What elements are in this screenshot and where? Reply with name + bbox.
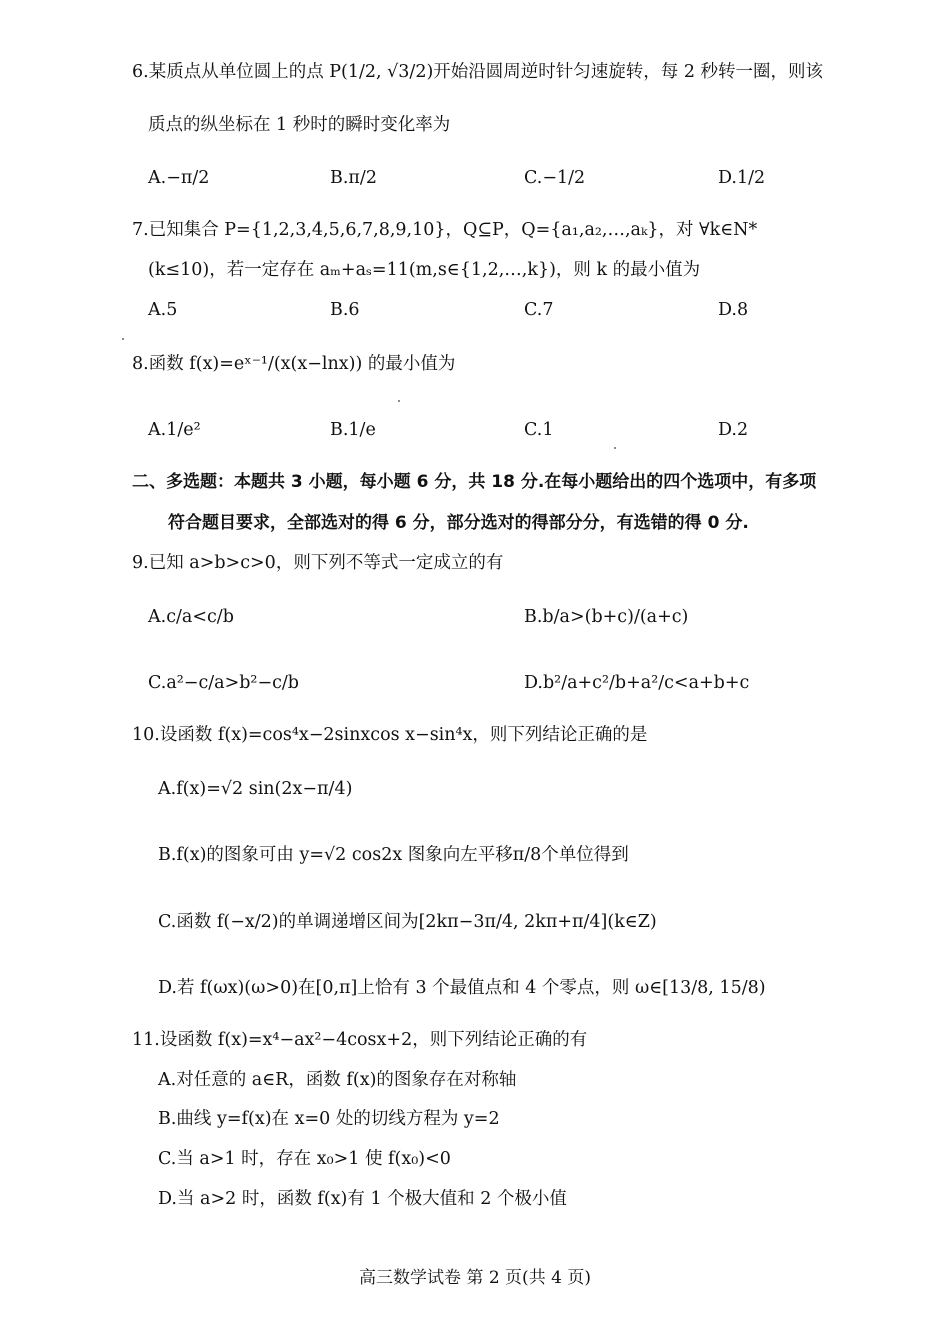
q11-option-a: A.对任意的 a∈R，函数 f(x)的图象存在对称轴 <box>158 1070 517 1090</box>
scan-speck <box>398 400 400 402</box>
q9-option-a: A.c/a<c/b <box>148 607 234 627</box>
q8-option-b: B.1/e <box>330 420 376 440</box>
scan-speck <box>122 338 124 340</box>
q10-option-a: A.f(x)=√2 sin(2x−π/4) <box>158 779 353 799</box>
q6-option-b: B.π/2 <box>330 168 377 188</box>
q10-option-c: C.函数 f(−x/2)的单调递增区间为[2kπ−3π/4, 2kπ+π/4](k∈Z) <box>158 912 657 932</box>
q9-option-c: C.a²−c/a>b²−c/b <box>148 673 300 693</box>
q6-stem-line1: 6.某质点从单位圆上的点 P(1/2, √3/2)开始沿圆周逆时针匀速旋转，每 2 秒转一圈，则该 <box>132 62 824 82</box>
q9-option-b: B.b/a>(b+c)/(a+c) <box>524 607 689 627</box>
q10-option-d: D.若 f(ωx)(ω>0)在[0,π]上恰有 3 个最值点和 4 个零点，则 ω∈[13/8, 15/8) <box>158 978 766 998</box>
q8-option-a: A.1/e² <box>148 420 201 440</box>
q6-option-c: C.−1/2 <box>524 168 586 188</box>
q10-option-b: B.f(x)的图象可由 y=√2 cos2x 图象向左平移π/8个单位得到 <box>158 845 629 865</box>
section2-heading-line2: 符合题目要求，全部选对的得 6 分，部分选对的得部分分，有选错的得 0 分. <box>168 513 749 533</box>
q7-stem-line1: 7.已知集合 P={1,2,3,4,5,6,7,8,9,10}，Q⊆P，Q={a₁,a₂,…,aₖ}，对 ∀k∈N* <box>132 220 758 240</box>
q8-option-d: D.2 <box>718 420 749 440</box>
q7-stem-line2: (k≤10)，若一定存在 aₘ+aₛ=11(m,s∈{1,2,…,k})，则 k 的最小值为 <box>148 260 701 280</box>
q9-option-d: D.b²/a+c²/b+a²/c<a+b+c <box>524 673 750 693</box>
page-footer: 高三数学试卷 第 2 页(共 4 页) <box>359 1268 591 1288</box>
q6-option-d: D.1/2 <box>718 168 766 188</box>
q10-stem: 10.设函数 f(x)=cos⁴x−2sinxcos x−sin⁴x，则下列结论正确的是 <box>132 725 648 745</box>
q7-option-b: B.6 <box>330 300 360 320</box>
scan-speck <box>614 447 616 449</box>
section2-heading-line1: 二、多选题：本题共 3 小题，每小题 6 分，共 18 分.在每小题给出的四个选项中，有多项 <box>132 472 817 492</box>
q8-stem: 8.函数 f(x)=eˣ⁻¹/(x(x−lnx)) 的最小值为 <box>132 354 456 374</box>
q11-option-c: C.当 a>1 时，存在 x₀>1 使 f(x₀)<0 <box>158 1149 451 1169</box>
q9-stem: 9.已知 a>b>c>0，则下列不等式一定成立的有 <box>132 553 504 573</box>
q6-option-a: A.−π/2 <box>148 168 210 188</box>
q11-option-d: D.当 a>2 时，函数 f(x)有 1 个极大值和 2 个极小值 <box>158 1189 567 1209</box>
q11-stem: 11.设函数 f(x)=x⁴−ax²−4cosx+2，则下列结论正确的有 <box>132 1030 588 1050</box>
q8-option-c: C.1 <box>524 420 554 440</box>
q7-option-c: C.7 <box>524 300 554 320</box>
q7-option-a: A.5 <box>148 300 178 320</box>
q7-option-d: D.8 <box>718 300 749 320</box>
q11-option-b: B.曲线 y=f(x)在 x=0 处的切线方程为 y=2 <box>158 1109 500 1129</box>
q6-stem-line2: 质点的纵坐标在 1 秒时的瞬时变化率为 <box>148 115 451 135</box>
